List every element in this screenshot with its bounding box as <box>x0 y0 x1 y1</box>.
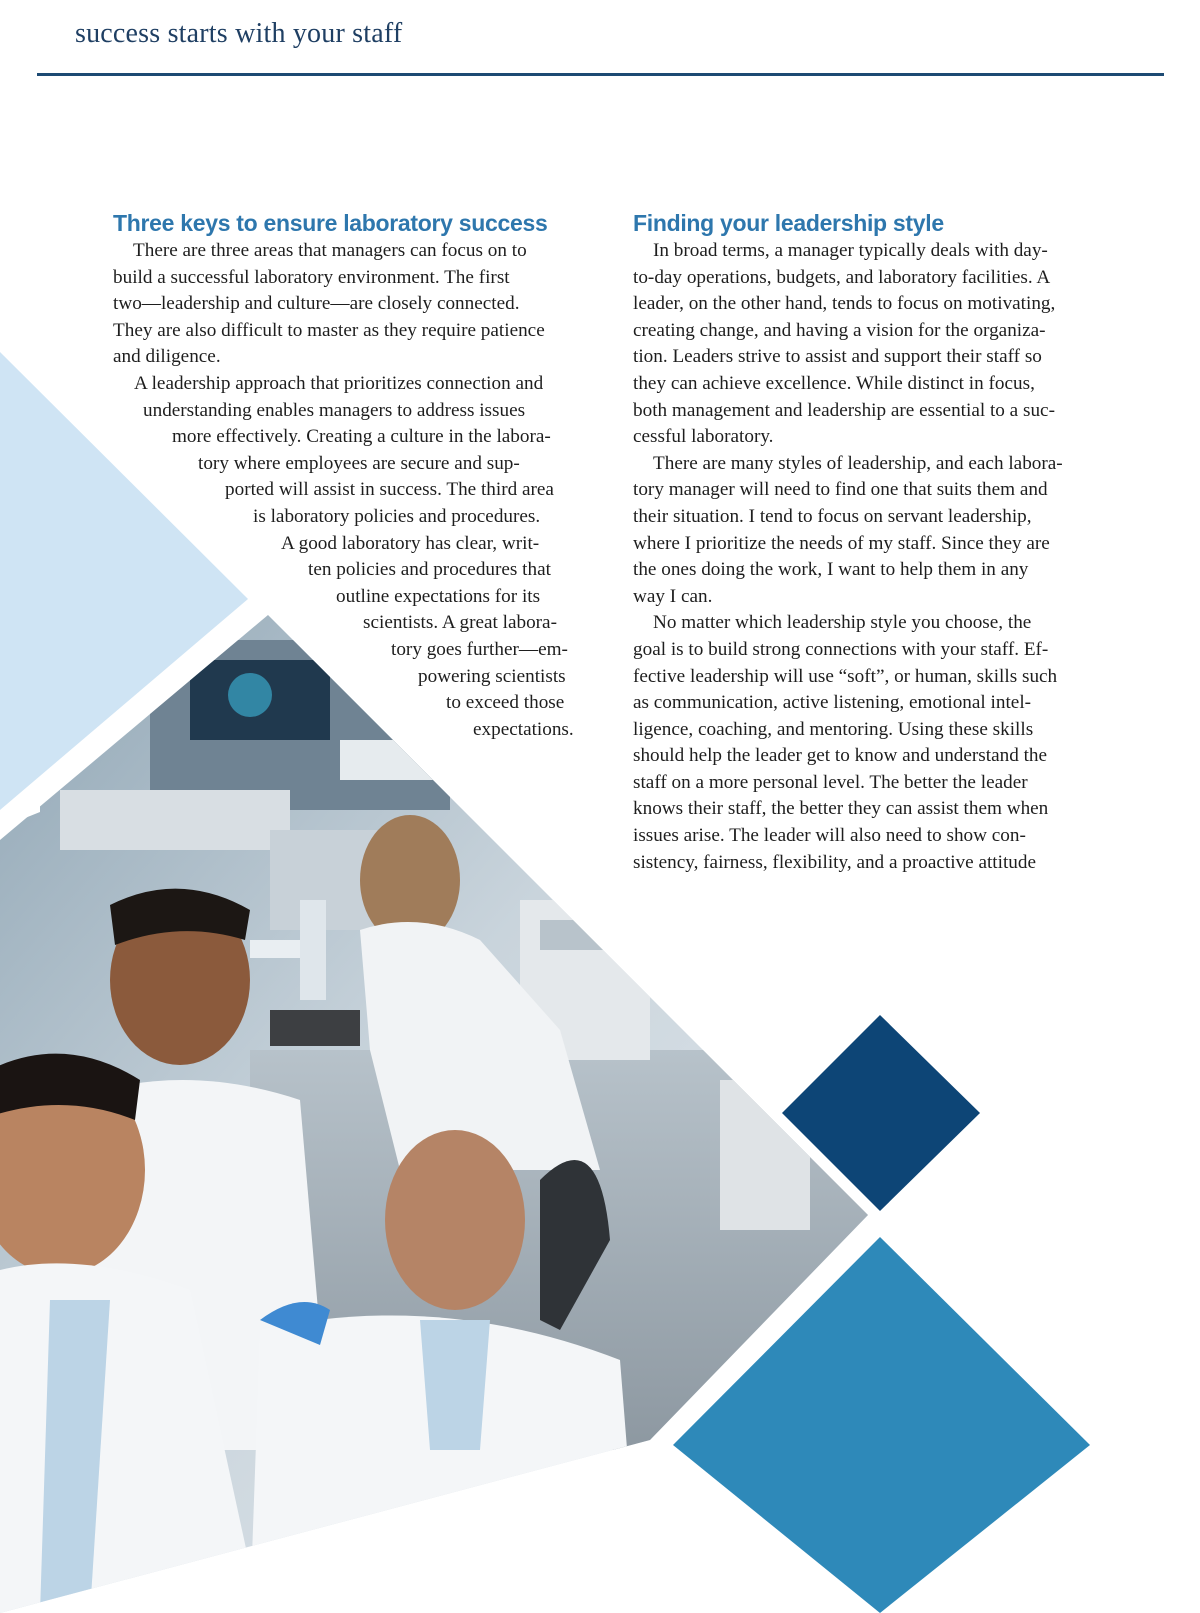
right-line: knows their staff, the better they can assist them when <box>633 798 1049 820</box>
left-line: to exceed those <box>446 692 565 714</box>
left-line: build a successful laboratory environment. The first <box>113 266 510 288</box>
right-line: they can achieve excellence. While distinct in focus, <box>633 372 1035 394</box>
right-body <box>633 238 1133 876</box>
right-line: where I prioritize the needs of my staff. Since they are <box>633 532 1050 554</box>
left-body <box>113 238 608 743</box>
right-line: both management and leadership are essential to a suc- <box>633 399 1055 421</box>
left-line: is laboratory policies and procedures. <box>253 505 541 527</box>
right-line: sistency, fairness, flexibility, and a proactive attitude <box>633 851 1036 873</box>
left-line: powering scientists <box>418 665 566 687</box>
right-heading: Finding your leadership style <box>633 210 944 236</box>
left-line: understanding enables managers to address issues <box>143 399 526 421</box>
right-line: the ones doing the work, I want to help them in any <box>633 559 1029 581</box>
left-line: more effectively. Creating a culture in the labora- <box>172 426 551 448</box>
left-line: and diligence. <box>113 346 221 368</box>
left-line: two—leadership and culture—are closely connected. <box>113 293 520 315</box>
right-line: issues arise. The leader will also need to show con- <box>633 825 1026 847</box>
right-line: There are many styles of leadership, and each labora- <box>653 452 1063 474</box>
right-line: way I can. <box>633 585 713 607</box>
right-line: ligence, coaching, and mentoring. Using these skills <box>633 718 1034 740</box>
right-line: leader, on the other hand, tends to focus on motivating, <box>633 293 1056 315</box>
left-column <box>113 208 608 743</box>
left-line: A leadership approach that prioritizes connection and <box>134 372 544 394</box>
right-line: goal is to build strong connections with your staff. Ef- <box>633 638 1049 660</box>
left-line: tory where employees are secure and sup- <box>198 452 520 474</box>
left-heading: Three keys to ensure laboratory success <box>113 210 548 236</box>
left-line: expectations. <box>473 718 574 740</box>
left-line: ported will assist in success. The third area <box>225 479 554 501</box>
right-line: should help the leader get to know and understand the <box>633 745 1048 767</box>
left-line: They are also difficult to master as they require patience <box>113 319 545 341</box>
right-line: tory manager will need to find one that suits them and <box>633 479 1048 501</box>
right-line: fective leadership will use “soft”, or human, skills such <box>633 665 1058 687</box>
right-line: their situation. I tend to focus on servant leadership, <box>633 505 1032 527</box>
running-header: success starts with your staff <box>75 18 403 49</box>
left-line: ten policies and procedures that <box>308 559 551 581</box>
left-line: A good laboratory has clear, writ- <box>281 532 540 554</box>
left-line: tory goes further—em- <box>391 638 568 660</box>
right-line: tion. Leaders strive to assist and support their staff so <box>633 346 1042 368</box>
right-line: creating change, and having a vision for the organiza- <box>633 319 1046 341</box>
right-line: cessful laboratory. <box>633 426 774 448</box>
right-line: staff on a more personal level. The better the leader <box>633 771 1028 793</box>
right-column <box>633 208 1133 876</box>
left-line: outline expectations for its <box>336 585 541 607</box>
left-line: scientists. A great labora- <box>363 612 557 634</box>
right-line: In broad terms, a manager typically deals with day- <box>653 240 1048 261</box>
right-line: as communication, active listening, emotional intel- <box>633 692 1032 714</box>
right-line: No matter which leadership style you choose, the <box>653 612 1032 634</box>
right-line: to-day operations, budgets, and laboratory facilities. A <box>633 266 1051 288</box>
left-line: There are three areas that managers can focus on to <box>133 240 527 261</box>
